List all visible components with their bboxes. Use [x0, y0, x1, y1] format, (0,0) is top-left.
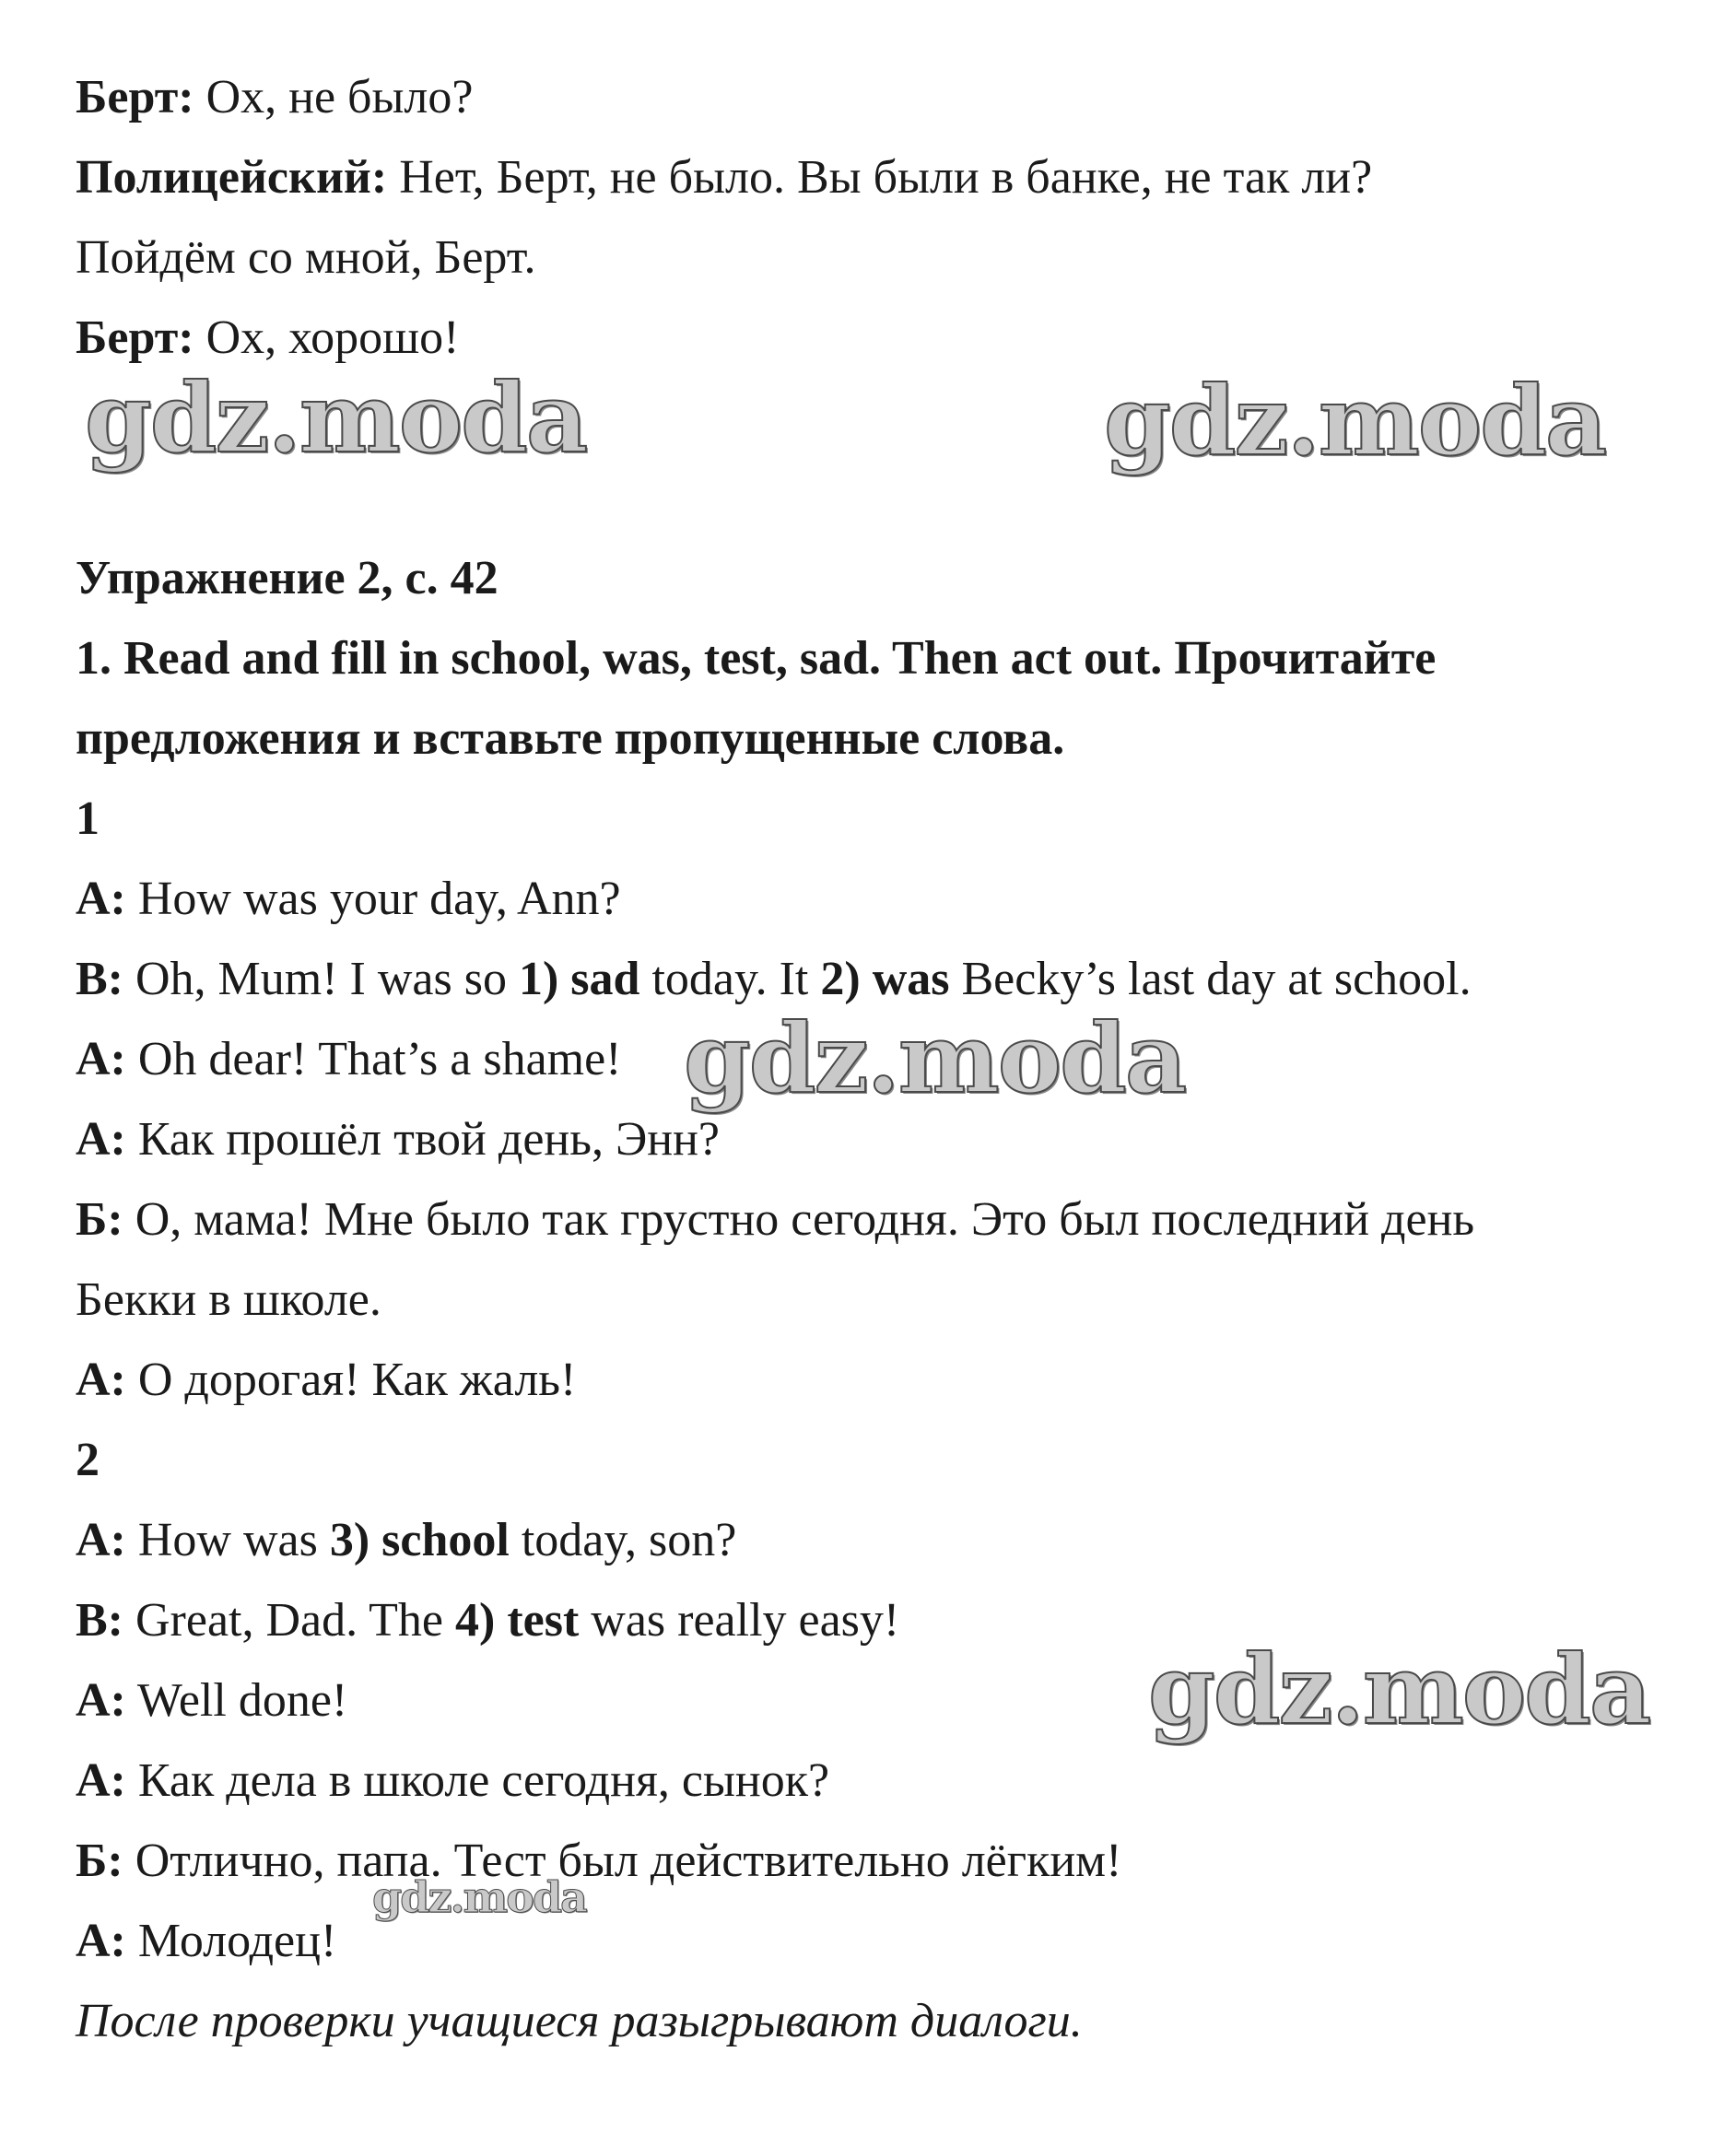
- watermark-logo: gdz.moda: [1148, 1633, 1650, 1746]
- dialogue-number: 2: [76, 1434, 100, 1486]
- answer: 1) sad: [518, 953, 640, 1005]
- dialogue-line: А: Как прошёл твой день, Энн?: [76, 1113, 721, 1166]
- speaker: А:: [76, 1354, 126, 1406]
- speaker: А:: [76, 1754, 126, 1807]
- answer: 4) test: [455, 1594, 580, 1647]
- speaker: Полицейский:: [76, 151, 388, 204]
- dialogue-line: Б: О, мама! Мне было так грустно сегодня. Это был последний день: [76, 1193, 1475, 1246]
- speaker: A:: [76, 1674, 126, 1727]
- dialogue-line: Берт: Ох, не было?: [76, 71, 474, 123]
- speaker: Б:: [76, 1193, 123, 1246]
- speaker: A:: [76, 1033, 126, 1085]
- speaker: A:: [76, 873, 126, 925]
- dialogue-line: Пойдём со мной, Берт.: [76, 231, 536, 284]
- speaker: Берт:: [76, 71, 194, 123]
- dialogue-line: A: How was 3) school today, son?: [76, 1514, 737, 1566]
- answer: 3) school: [329, 1514, 510, 1566]
- watermark-logo: gdz.moda: [85, 361, 587, 475]
- task-instruction-cont: предложения и вставьте пропущенные слова.: [76, 712, 1065, 765]
- footer-note: После проверки учащиеся разыгрывают диалоги.: [76, 1995, 1083, 2047]
- dialogue-line: Полицейский: Нет, Берт, не было. Вы были в банке, не так ли?: [76, 151, 1373, 204]
- dialogue-line: Берт: Ох, хорошо!: [76, 311, 460, 364]
- task-instruction: 1. Read and fill in school, was, test, sad. Then act out. Прочитайте: [76, 632, 1437, 685]
- watermark-logo: gdz.moda: [684, 1002, 1186, 1115]
- speaker: А:: [76, 1113, 126, 1166]
- dialogue-line: А: Как дела в школе сегодня, сынок?: [76, 1754, 830, 1807]
- speaker: B:: [76, 953, 123, 1005]
- watermark-logo: gdz.moda: [372, 1872, 586, 1922]
- speaker: Берт:: [76, 311, 194, 364]
- exercise-heading: Упражнение 2, с. 42: [76, 552, 499, 604]
- speaker: B:: [76, 1594, 123, 1647]
- dialogue-number: 1: [76, 792, 100, 845]
- dialogue-line: А: О дорогая! Как жаль!: [76, 1354, 577, 1406]
- speaker: А:: [76, 1915, 126, 1967]
- dialogue-line: Б: Отлично, папа. Тест был действительно лёгким!: [76, 1835, 1122, 1887]
- speaker: A:: [76, 1514, 126, 1566]
- dialogue-line: A: How was your day, Ann?: [76, 873, 621, 925]
- dialogue-line: B: Great, Dad. The 4) test was really easy!: [76, 1594, 900, 1647]
- speaker: Б:: [76, 1835, 123, 1887]
- dialogue-line: B: Oh, Mum! I was so 1) sad today. It 2) was Becky’s last day at school.: [76, 953, 1472, 1005]
- dialogue-line: А: Молодец!: [76, 1915, 337, 1967]
- answer: 2) was: [820, 953, 950, 1005]
- dialogue-line: A: Well done!: [76, 1674, 348, 1727]
- watermark-logo: gdz.moda: [1104, 364, 1606, 477]
- dialogue-line: Бекки в школе.: [76, 1273, 381, 1326]
- dialogue-line: A: Oh dear! That’s a shame!: [76, 1033, 622, 1085]
